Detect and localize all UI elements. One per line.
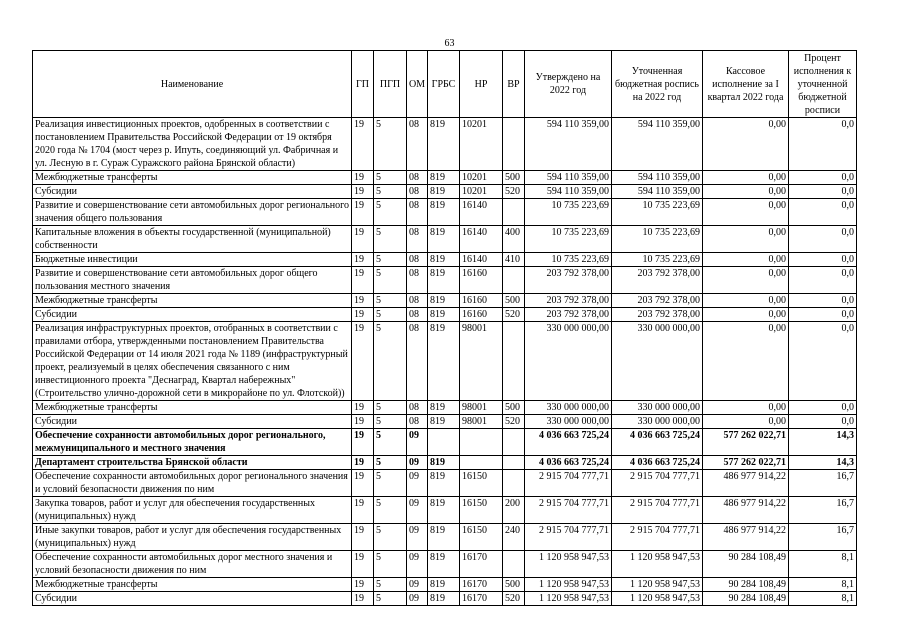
cell-refined: 203 792 378,00 [612,308,703,322]
cell-vr: 500 [503,171,525,185]
cell-om: 08 [407,401,428,415]
cell-refined: 203 792 378,00 [612,294,703,308]
cell-om: 09 [407,470,428,497]
cell-name: Департамент строительства Брянской области [33,456,352,470]
cell-gp: 19 [352,592,374,606]
cell-grbs: 819 [428,253,460,267]
cell-np: 98001 [460,322,503,401]
header-percent: Процент исполнения к уточненной бюджетной росписи [789,51,857,118]
table-row [33,497,857,524]
cell-approved: 203 792 378,00 [525,308,612,322]
cell-approved: 10 735 223,69 [525,253,612,267]
cell-grbs: 819 [428,456,460,470]
cell-vr: 500 [503,578,525,592]
cell-ppgp: 5 [374,429,407,456]
cell-np: 16160 [460,267,503,294]
header-om: ОМ [407,51,428,118]
cell-vr: 520 [503,415,525,429]
cell-refined: 4 036 663 725,24 [612,456,703,470]
cell-name: Обеспечение сохранности автомобильных дорог регионального, межмуниципального и местного значения [33,429,352,456]
table-row [33,429,857,456]
cell-grbs: 819 [428,322,460,401]
cell-grbs: 819 [428,578,460,592]
table-row [33,415,857,429]
cell-gp: 19 [352,171,374,185]
cell-approved: 330 000 000,00 [525,415,612,429]
cell-percent: 0,0 [789,267,857,294]
cell-cash: 486 977 914,22 [703,470,789,497]
cell-ppgp: 5 [374,308,407,322]
cell-name: Закупка товаров, работ и услуг для обеспечения государственных (муниципальных) нужд [33,497,352,524]
cell-om: 08 [407,253,428,267]
cell-approved: 1 120 958 947,53 [525,551,612,578]
cell-gp: 19 [352,578,374,592]
cell-ppgp: 5 [374,118,407,171]
cell-grbs: 819 [428,199,460,226]
cell-ppgp: 5 [374,267,407,294]
cell-approved: 594 110 359,00 [525,185,612,199]
cell-cash: 0,00 [703,171,789,185]
cell-grbs: 819 [428,226,460,253]
cell-refined: 2 915 704 777,71 [612,524,703,551]
cell-ppgp: 5 [374,456,407,470]
header-ppgp: ПГП [374,51,407,118]
cell-ppgp: 5 [374,470,407,497]
cell-cash: 486 977 914,22 [703,497,789,524]
cell-gp: 19 [352,226,374,253]
cell-cash: 0,00 [703,226,789,253]
cell-percent: 0,0 [789,322,857,401]
cell-om: 08 [407,415,428,429]
table-row [33,551,857,578]
cell-grbs: 819 [428,551,460,578]
cell-approved: 1 120 958 947,53 [525,578,612,592]
cell-om: 09 [407,551,428,578]
cell-ppgp: 5 [374,401,407,415]
cell-refined: 2 915 704 777,71 [612,497,703,524]
header-cash: Кассовое исполнение за I квартал 2022 года [703,51,789,118]
table-row [33,322,857,401]
cell-np: 98001 [460,415,503,429]
cell-approved: 330 000 000,00 [525,322,612,401]
cell-om: 09 [407,456,428,470]
cell-name: Межбюджетные трансферты [33,171,352,185]
cell-name: Субсидии [33,308,352,322]
cell-grbs: 819 [428,267,460,294]
cell-ppgp: 5 [374,322,407,401]
cell-approved: 203 792 378,00 [525,267,612,294]
cell-approved: 4 036 663 725,24 [525,456,612,470]
cell-om: 09 [407,592,428,606]
cell-grbs [428,429,460,456]
cell-np: 16160 [460,294,503,308]
cell-name: Развитие и совершенствование сети автомобильных дорог регионального значения общего пользования [33,199,352,226]
cell-grbs: 819 [428,118,460,171]
cell-refined: 10 735 223,69 [612,199,703,226]
cell-percent: 8,1 [789,592,857,606]
cell-approved: 2 915 704 777,71 [525,524,612,551]
cell-name: Межбюджетные трансферты [33,401,352,415]
cell-refined: 4 036 663 725,24 [612,429,703,456]
cell-vr [503,551,525,578]
cell-vr [503,118,525,171]
cell-om: 09 [407,497,428,524]
cell-refined: 10 735 223,69 [612,226,703,253]
table-row [33,199,857,226]
cell-om: 08 [407,118,428,171]
cell-gp: 19 [352,322,374,401]
cell-name: Обеспечение сохранности автомобильных дорог регионального значения и условий безопасности движения по ним [33,470,352,497]
cell-name: Реализация инфраструктурных проектов, отобранных в соответствии с правилами отбора, утвержденными постановлением Правительства Российской Федерации от 14 июля 2021 года № 1189 (инфраструктурный проект, реализуемый в целях обеспечения связанного с ним инвестиционного проекта "Деснаград, Квартал набережных" (Строительство улично-дорожной сети в микрорайоне по ул. Флотской)) [33,322,352,401]
cell-cash: 0,00 [703,267,789,294]
cell-refined: 330 000 000,00 [612,322,703,401]
cell-vr [503,456,525,470]
cell-cash: 486 977 914,22 [703,524,789,551]
cell-np: 10201 [460,171,503,185]
cell-percent: 0,0 [789,171,857,185]
cell-np: 98001 [460,401,503,415]
cell-name: Иные закупки товаров, работ и услуг для обеспечения государственных (муниципальных) нужд [33,524,352,551]
cell-name: Субсидии [33,185,352,199]
budget-table [32,50,857,606]
cell-percent: 14,3 [789,429,857,456]
cell-approved: 1 120 958 947,53 [525,592,612,606]
cell-cash: 0,00 [703,253,789,267]
cell-ppgp: 5 [374,592,407,606]
table-row [33,456,857,470]
cell-vr [503,470,525,497]
cell-gp: 19 [352,429,374,456]
table-row [33,267,857,294]
cell-percent: 0,0 [789,294,857,308]
cell-np [460,456,503,470]
cell-vr: 400 [503,226,525,253]
cell-om: 08 [407,226,428,253]
cell-name: Капитальные вложения в объекты государственной (муниципальной) собственности [33,226,352,253]
header-vr: ВР [503,51,525,118]
cell-ppgp: 5 [374,185,407,199]
table-row [33,171,857,185]
table-row [33,226,857,253]
cell-cash: 0,00 [703,415,789,429]
cell-ppgp: 5 [374,551,407,578]
cell-refined: 594 110 359,00 [612,171,703,185]
cell-percent: 0,0 [789,401,857,415]
cell-refined: 330 000 000,00 [612,401,703,415]
cell-percent: 16,7 [789,470,857,497]
cell-approved: 10 735 223,69 [525,199,612,226]
cell-grbs: 819 [428,415,460,429]
cell-om: 08 [407,322,428,401]
cell-ppgp: 5 [374,578,407,592]
cell-gp: 19 [352,524,374,551]
cell-cash: 0,00 [703,322,789,401]
cell-gp: 19 [352,470,374,497]
header-gp: ГП [352,51,374,118]
cell-np: 16150 [460,470,503,497]
cell-grbs: 819 [428,470,460,497]
cell-ppgp: 5 [374,294,407,308]
cell-gp: 19 [352,253,374,267]
cell-grbs: 819 [428,294,460,308]
cell-percent: 16,7 [789,497,857,524]
cell-percent: 0,0 [789,199,857,226]
cell-cash: 577 262 022,71 [703,456,789,470]
cell-vr: 520 [503,592,525,606]
cell-np: 16170 [460,592,503,606]
table-row [33,470,857,497]
cell-om: 08 [407,267,428,294]
cell-approved: 10 735 223,69 [525,226,612,253]
cell-vr: 410 [503,253,525,267]
cell-ppgp: 5 [374,199,407,226]
cell-np: 16150 [460,524,503,551]
cell-percent: 8,1 [789,578,857,592]
cell-name: Реализация инвестиционных проектов, одобренных в соответствии с постановлением Правительства Российской Федерации от 19 октября 2020 года № 1704 (мост через р. Ипуть, соединяющий ул. Фабричная и ул. Лесную в г. Сураж Суражского района Брянской области) [33,118,352,171]
cell-grbs: 819 [428,185,460,199]
cell-gp: 19 [352,118,374,171]
cell-grbs: 819 [428,401,460,415]
header-refined: Уточненная бюджетная роспись на 2022 год [612,51,703,118]
cell-name: Бюджетные инвестиции [33,253,352,267]
cell-gp: 19 [352,415,374,429]
cell-approved: 2 915 704 777,71 [525,497,612,524]
cell-om: 08 [407,308,428,322]
cell-approved: 330 000 000,00 [525,401,612,415]
table-header-row [33,51,857,118]
cell-approved: 4 036 663 725,24 [525,429,612,456]
header-np: НР [460,51,503,118]
cell-vr [503,267,525,294]
cell-name: Субсидии [33,415,352,429]
cell-gp: 19 [352,308,374,322]
cell-cash: 0,00 [703,308,789,322]
cell-vr [503,322,525,401]
table-row [33,253,857,267]
cell-gp: 19 [352,294,374,308]
cell-cash: 0,00 [703,185,789,199]
cell-np: 16160 [460,308,503,322]
cell-percent: 16,7 [789,524,857,551]
cell-refined: 1 120 958 947,53 [612,592,703,606]
cell-percent: 8,1 [789,551,857,578]
cell-percent: 0,0 [789,415,857,429]
cell-np: 16140 [460,199,503,226]
cell-percent: 0,0 [789,185,857,199]
cell-om: 09 [407,429,428,456]
cell-ppgp: 5 [374,497,407,524]
cell-percent: 0,0 [789,226,857,253]
cell-gp: 19 [352,551,374,578]
cell-om: 08 [407,294,428,308]
cell-refined: 594 110 359,00 [612,118,703,171]
cell-gp: 19 [352,185,374,199]
cell-grbs: 819 [428,308,460,322]
header-approved: Утверждено на 2022 год [525,51,612,118]
cell-grbs: 819 [428,592,460,606]
cell-ppgp: 5 [374,171,407,185]
cell-vr [503,199,525,226]
table-row [33,118,857,171]
cell-refined: 1 120 958 947,53 [612,578,703,592]
cell-cash: 90 284 108,49 [703,578,789,592]
cell-vr: 520 [503,308,525,322]
cell-approved: 594 110 359,00 [525,171,612,185]
cell-percent: 0,0 [789,253,857,267]
page-number: 63 [444,38,455,49]
cell-np: 16150 [460,497,503,524]
header-grbs: ГРБС [428,51,460,118]
cell-cash: 90 284 108,49 [703,551,789,578]
cell-percent: 0,0 [789,118,857,171]
cell-cash: 0,00 [703,199,789,226]
cell-grbs: 819 [428,497,460,524]
cell-gp: 19 [352,199,374,226]
cell-approved: 2 915 704 777,71 [525,470,612,497]
cell-vr: 200 [503,497,525,524]
cell-cash: 0,00 [703,401,789,415]
cell-approved: 594 110 359,00 [525,118,612,171]
cell-refined: 330 000 000,00 [612,415,703,429]
cell-gp: 19 [352,267,374,294]
cell-vr: 500 [503,401,525,415]
cell-om: 09 [407,578,428,592]
cell-om: 08 [407,185,428,199]
cell-cash: 0,00 [703,118,789,171]
cell-percent: 14,3 [789,456,857,470]
cell-grbs: 819 [428,524,460,551]
cell-cash: 0,00 [703,294,789,308]
cell-refined: 203 792 378,00 [612,267,703,294]
cell-vr: 500 [503,294,525,308]
cell-np: 10201 [460,118,503,171]
cell-name: Межбюджетные трансферты [33,578,352,592]
cell-vr [503,429,525,456]
cell-gp: 19 [352,401,374,415]
cell-np [460,429,503,456]
cell-np: 16170 [460,551,503,578]
cell-om: 09 [407,524,428,551]
cell-name: Субсидии [33,592,352,606]
cell-ppgp: 5 [374,524,407,551]
cell-grbs: 819 [428,171,460,185]
cell-cash: 577 262 022,71 [703,429,789,456]
cell-percent: 0,0 [789,308,857,322]
cell-approved: 203 792 378,00 [525,294,612,308]
cell-np: 10201 [460,185,503,199]
table-row [33,592,857,606]
cell-np: 16140 [460,253,503,267]
cell-np: 16140 [460,226,503,253]
cell-om: 08 [407,171,428,185]
cell-name: Межбюджетные трансферты [33,294,352,308]
cell-cash: 90 284 108,49 [703,592,789,606]
cell-ppgp: 5 [374,415,407,429]
header-name: Наименование [33,51,352,118]
cell-refined: 10 735 223,69 [612,253,703,267]
cell-gp: 19 [352,456,374,470]
cell-om: 08 [407,199,428,226]
table-row [33,185,857,199]
table-row [33,578,857,592]
cell-name: Обеспечение сохранности автомобильных дорог местного значения и условий безопасности движения по ним [33,551,352,578]
cell-vr: 240 [503,524,525,551]
cell-np: 16170 [460,578,503,592]
table-row [33,524,857,551]
table-row [33,401,857,415]
cell-refined: 2 915 704 777,71 [612,470,703,497]
cell-refined: 594 110 359,00 [612,185,703,199]
cell-vr: 520 [503,185,525,199]
cell-ppgp: 5 [374,253,407,267]
table-row [33,308,857,322]
cell-gp: 19 [352,497,374,524]
table-row [33,294,857,308]
cell-ppgp: 5 [374,226,407,253]
cell-refined: 1 120 958 947,53 [612,551,703,578]
cell-name: Развитие и совершенствование сети автомобильных дорог общего пользования местного значения [33,267,352,294]
